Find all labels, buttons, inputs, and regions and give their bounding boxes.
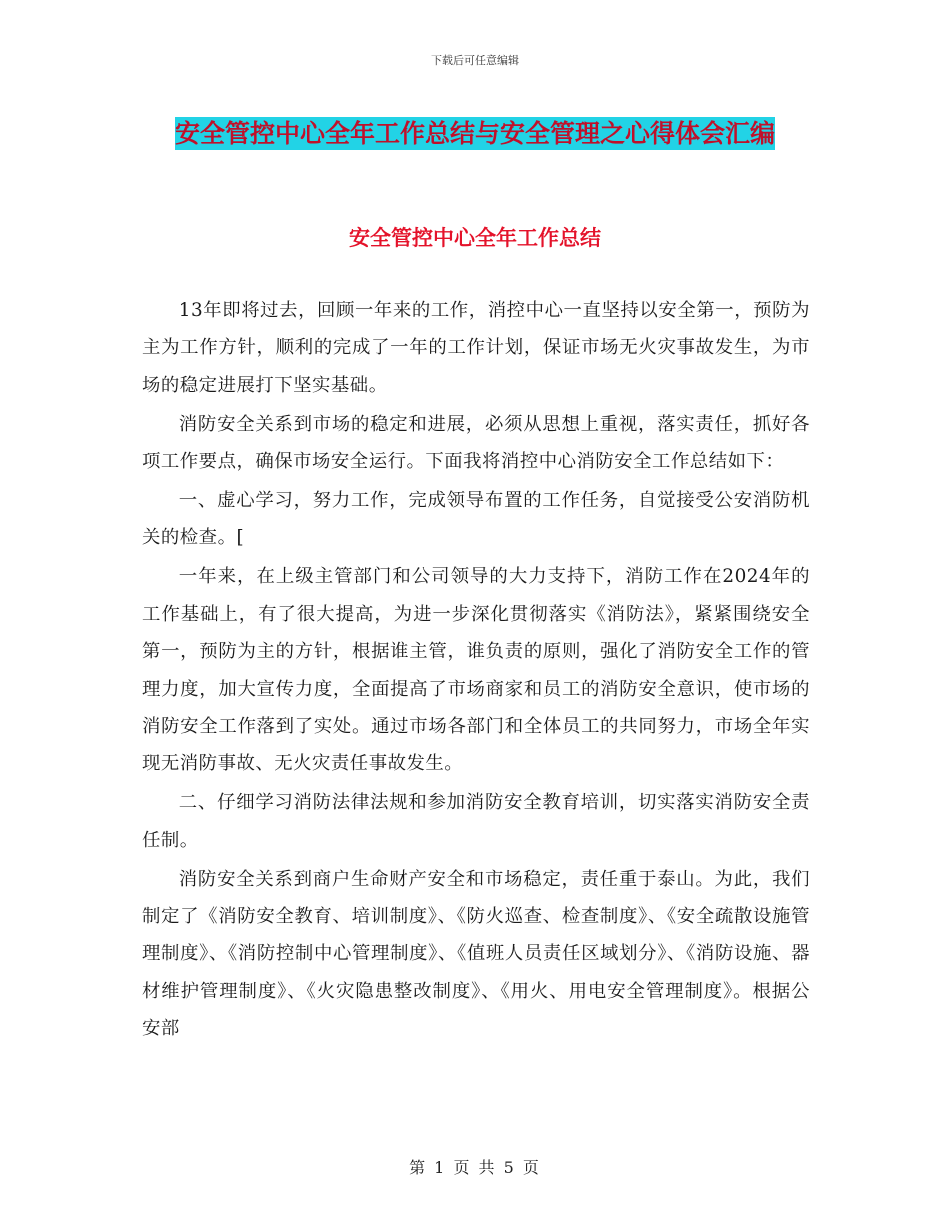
header-note: 下载后可任意编辑 bbox=[431, 54, 519, 67]
paragraph: 消防安全关系到市场的稳定和进展，必须从思想上重视，落实责任，抓好各项工作要点，确保市场安全运行。下面我将消控中心消防安全工作总结如下： bbox=[142, 413, 810, 473]
page-footer: 第 1 页 共 5 页 bbox=[409, 1158, 541, 1177]
document-title bbox=[140, 110, 810, 158]
paragraph: 一、虚心学习，努力工作，完成领导布置的工作任务，自觉接受公安消防机关的检查。[ bbox=[142, 490, 810, 549]
section-title: 安全管控中心全年工作总结 bbox=[349, 226, 601, 250]
paragraph: 二、仔细学习消防法律法规和参加消防安全教育培训，切实落实消防安全责任制。 bbox=[142, 792, 810, 851]
paragraph: 一年来，在上级主管部门和公司领导的大力支持下，消防工作在2024年的工作基础上，有了很大提高，为进一步深化贯彻落实《消防法》，紧紧围绕安全第一，预防为主的方针，根据谁主管，谁负责的原则，强化了消防安全工作的管理力度，加大宣传力度，全面提高了市场商家和员工的消防安全意识，使市场的消防安全工作落到了实处。通过市场各部门和全体员工的共同努力，市场全年实现无消防事故、无火灾责任事故发生。 bbox=[142, 566, 810, 775]
paragraph: 13年即将过去，回顾一年来的工作，消控中心一直坚持以安全第一，预防为主为工作方针，顺利的完成了一年的工作计划，保证市场无火灾事故发生，为市场的稳定进展打下坚实基础。 bbox=[142, 300, 810, 396]
body-text bbox=[142, 292, 810, 1049]
document-title-text: 安全管控中心全年工作总结与安全管理之心得体会汇编 bbox=[174, 119, 775, 148]
paragraph: 消防安全关系到商户生命财产安全和市场稳定，责任重于泰山。为此，我们制定了《消防安全教育、培训制度》、《防火巡查、检查制度》、《安全疏散设施管理制度》、《消防控制中心管理制度》、《值班人员责任区域划分》、《消防设施、器材维护管理制度》、《火灾隐患整改制度》、《用火、用电安全管理制度》。根据公安部 bbox=[142, 868, 810, 1040]
